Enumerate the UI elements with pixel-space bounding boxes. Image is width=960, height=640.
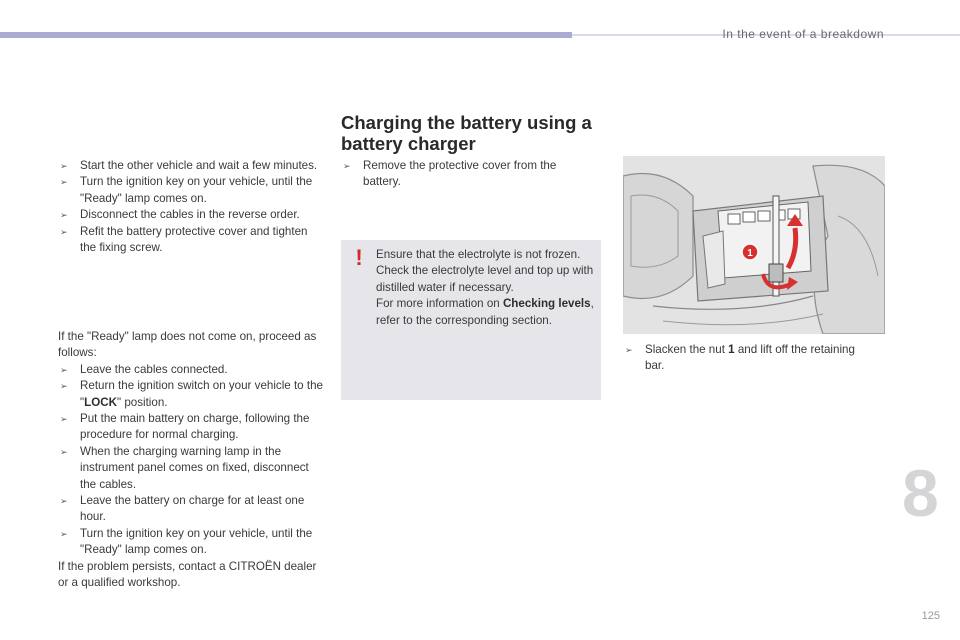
header-accent-bar bbox=[0, 32, 572, 38]
battery-illustration bbox=[623, 156, 885, 334]
nut-number: 1 bbox=[728, 343, 735, 356]
warning-text: Ensure that the electrolyte is not frozen. Check the electrolyte level and top up with distilled water if necessary. For more information on Checking levels, refer to the corresponding section. bbox=[376, 248, 594, 327]
page-number: 125 bbox=[921, 610, 940, 622]
bullet-icon: ➢ bbox=[60, 414, 68, 425]
list-item: ➢ Return the ignition switch on your vehicle to the "LOCK" position. bbox=[60, 379, 323, 409]
list-item: ➢ Turn the ignition key on your vehicle, until the "Ready" lamp comes on. bbox=[60, 526, 313, 557]
bullet-icon: ➢ bbox=[60, 161, 68, 171]
diagram-callout-1: 1 bbox=[747, 248, 753, 259]
right-steps bbox=[623, 342, 873, 375]
bullet-icon: ➢ bbox=[60, 364, 68, 375]
left-procedure bbox=[58, 329, 323, 592]
list-item: ➢ Remove the protective cover from the battery. bbox=[343, 159, 557, 189]
bullet-icon: ➢ bbox=[60, 381, 68, 392]
warning-box bbox=[341, 240, 601, 400]
checking-levels-reference: Checking levels bbox=[502, 297, 591, 311]
bullet-icon: ➢ bbox=[60, 226, 68, 237]
page-header-title: In the event of a breakdown bbox=[722, 27, 884, 41]
list-item: ➢ Refit the battery protective cover and tighten the fixing screw. bbox=[60, 224, 308, 255]
section-title: Charging the battery using a battery charger bbox=[341, 112, 592, 154]
bullet-icon: ➢ bbox=[60, 496, 68, 507]
battery-diagram bbox=[623, 156, 885, 334]
left-steps-top bbox=[58, 158, 323, 256]
list-item: ➢ Put the main battery on charge, following the procedure for normal charging. bbox=[60, 412, 310, 442]
bullet-icon: ➢ bbox=[60, 446, 68, 457]
procedure-closing: If the problem persists, contact a CITROËN dealer or a qualified workshop. bbox=[58, 559, 317, 590]
list-item: ➢ Slacken the nut 1 and lift off the retaining bar. bbox=[625, 343, 855, 373]
bullet-icon: ➢ bbox=[343, 161, 351, 171]
exclamation-warning-icon: ! bbox=[355, 245, 363, 270]
list-item: ➢ Turn the ignition key on your vehicle, until the "Ready" lamp comes on. bbox=[60, 175, 313, 205]
list-item: ➢ When the charging warning lamp in the instrument panel comes on fixed, disconnect the cables. bbox=[60, 444, 309, 491]
list-item: ➢ Leave the battery on charge for at least one hour. bbox=[60, 494, 305, 524]
list-item: ➢ Disconnect the cables in the reverse order. bbox=[58, 207, 323, 223]
middle-steps bbox=[341, 158, 591, 191]
bullet-icon: ➢ bbox=[60, 528, 68, 539]
bullet-icon: ➢ bbox=[625, 345, 633, 355]
chapter-number: 8 bbox=[902, 456, 939, 530]
list-item: ➢ Start the other vehicle and wait a few minutes. bbox=[58, 158, 323, 174]
list-item: ➢ Leave the cables connected. bbox=[58, 362, 323, 378]
bullet-icon: ➢ bbox=[60, 210, 68, 221]
procedure-intro: If the "Ready" lamp does not come on, proceed as follows: bbox=[58, 330, 317, 360]
bullet-icon: ➢ bbox=[60, 177, 68, 188]
lock-position-label: LOCK bbox=[84, 395, 117, 409]
